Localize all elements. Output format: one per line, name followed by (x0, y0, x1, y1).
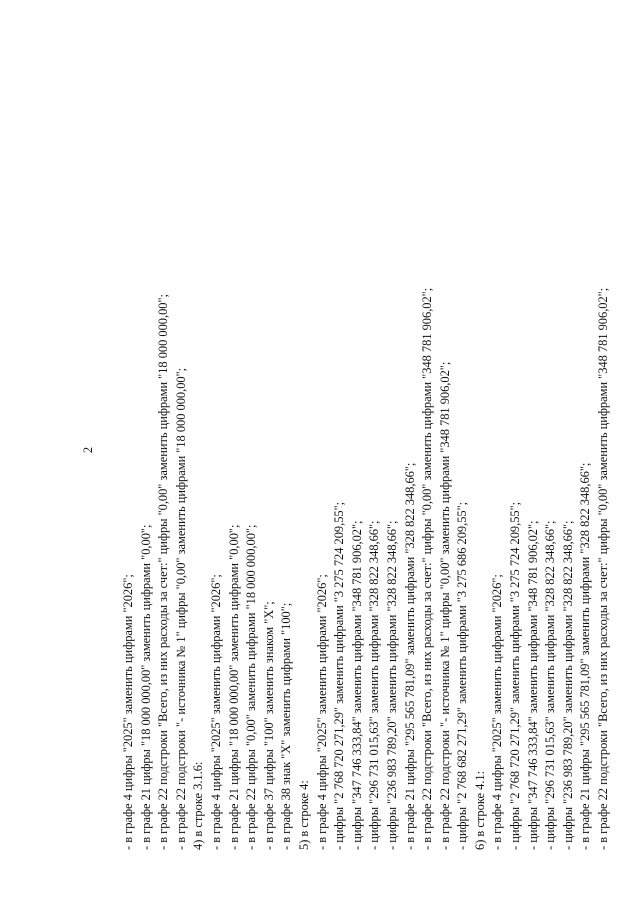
amendment-list (120, 50, 613, 850)
text-line: - в графе 4 цифры "2025" заменить цифрами "2026"; (121, 574, 135, 850)
text-line: - в графе 38 знак "X" заменить цифрами "100"; (279, 602, 294, 850)
section-heading: 5) в строке 4: (296, 780, 311, 850)
text-line: - в графе 37 цифры "100" заменить знаком "X"; (261, 601, 276, 850)
text-line: - в графе 22 подстроки "Всего, из них расходы за счет:" цифры "0,00" заменить цифрами "348 781 906,02"; (420, 287, 435, 850)
text-line: - цифры "347 746 333,84" заменить цифрами "348 781 906,02"; (349, 520, 364, 850)
text-line: - цифры "296 731 015,63" заменить цифрами "328 822 348,66"; (543, 520, 558, 850)
text-line: - в графе 22 цифры "0,00" заменить цифрами "18 000 000,00"; (244, 524, 259, 850)
text-line: - в графе 4 цифры "2025" заменить цифрами "2026"; (208, 574, 223, 850)
text-line: - в графе 22 подстроки "Всего, из них расходы за счет:" цифры "0,00" заменить цифрами "348 781 906,02"; (596, 287, 611, 850)
text-line: - цифры "347 746 333,84" заменить цифрами "348 781 906,02"; (525, 520, 540, 850)
text-line: - в графе 21 цифры "18 000 000,00" заменить цифрами "0,00"; (226, 524, 241, 850)
text-line: - в графе 22 подстроки "Всего, из них расходы за счет:" цифры "0,00" заменить цифрами "18 000 000,00"; (156, 294, 171, 850)
text-line: - в графе 4 цифры "2025" заменить цифрами "2026"; (314, 574, 329, 850)
text-line: - в графе 21 цифры "295 565 781,09" заменить цифрами "328 822 348,66"; (578, 462, 593, 850)
text-line: - в графе 21 цифры "18 000 000,00" заменить цифрами "0,00"; (138, 524, 153, 850)
text-line: - цифры "2 768 682 271,29" заменить цифрами "3 275 686 209,55"; (455, 501, 470, 850)
text-line: - цифры "236 983 789,20" заменить цифрами "328 822 348,66"; (560, 520, 575, 850)
text-line: - цифры "296 731 015,63" заменить цифрами "328 822 348,66"; (367, 520, 382, 850)
section-heading: 4) в строке 3.1.6: (191, 761, 206, 850)
text-line: - в графе 22 подстроки "- источника № 1" цифры "0,00" заменить цифрами "348 781 906,02"; (437, 361, 452, 850)
text-line: - цифры "236 983 789,20" заменить цифрами "328 822 348,66"; (384, 520, 399, 850)
section-heading: 6) в строке 4.1: (472, 770, 487, 850)
text-line: - цифры "2 768 720 271,29" заменить цифрами "3 275 724 209,55"; (332, 501, 347, 850)
page-number: 2 (81, 446, 95, 454)
rotated-text-block (80, 50, 611, 850)
text-line: - в графе 22 подстроки "- источника № 1" цифры "0,00" заменить цифрами "18 000 000,00"; (173, 367, 188, 850)
text-line: - в графе 4 цифры "2025" заменить цифрами "2026"; (490, 574, 505, 850)
text-line: - в графе 21 цифры "295 565 781,09" заменить цифрами "328 822 348,66"; (402, 462, 417, 850)
text-line: - цифры "2 768 720 271,29" заменить цифрами "3 275 724 209,55"; (508, 501, 523, 850)
